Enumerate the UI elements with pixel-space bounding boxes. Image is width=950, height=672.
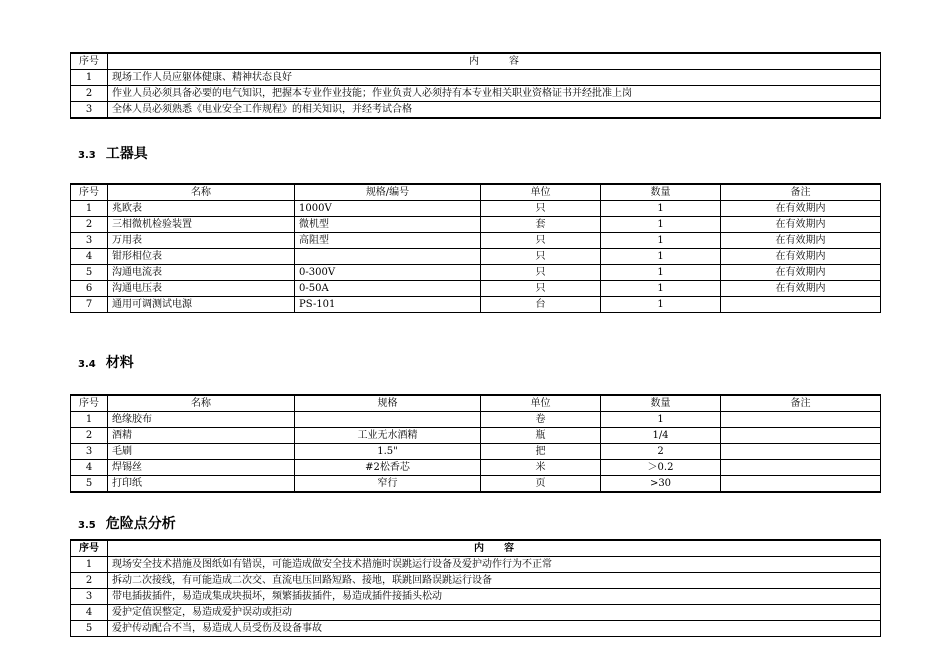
table-row [71,265,881,281]
row-name: 通用可调测试电源 [108,297,295,313]
header-qty: 数量 [601,395,721,412]
row-unit: 套 [481,217,601,233]
header-name: 名称 [108,395,295,412]
row-content: 爱护定值误整定，易造成爱护误动或拒动 [108,605,881,621]
row-note [721,428,881,444]
row-name: 沟通电流表 [108,265,295,281]
row-unit: 只 [481,201,601,217]
row-note: 在有效期内 [721,233,881,249]
row-name: 焊锡丝 [108,460,295,476]
row-no: 3 [71,233,108,249]
row-no: 2 [71,428,108,444]
row-spec [295,249,481,265]
row-no: 3 [71,102,108,119]
row-qty: ＞0.2 [601,460,721,476]
row-no: 4 [71,605,108,621]
row-qty: 2 [601,444,721,460]
table-row [71,412,881,428]
header-note: 备注 [721,184,881,201]
header-unit: 单位 [481,395,601,412]
row-spec [295,412,481,428]
row-qty: 1 [601,297,721,313]
row-name: 三相微机检验装置 [108,217,295,233]
section-heading-hazards [78,513,176,533]
row-note [721,444,881,460]
row-name: 沟通电压表 [108,281,295,297]
row-note [721,476,881,493]
header-no: 序号 [71,184,108,201]
table-header-row [71,540,881,557]
row-spec: 0-300V [295,265,481,281]
materials-table [70,394,881,493]
row-no: 1 [71,201,108,217]
section-title: 工器具 [105,146,148,162]
row-name: 绝缘胶布 [108,412,295,428]
section-number: 3.3 [78,150,96,161]
row-content: 现场安全技术措施及图纸如有错误，可能造成做安全技术措施时误跳运行设备及爱护动作行为不正常 [108,557,881,573]
row-spec: 1.5" [295,444,481,460]
row-qty: 1 [601,412,721,428]
header-note: 备注 [721,395,881,412]
table-header-row [71,53,881,70]
tools-table [70,183,881,313]
header-spec: 规格 [295,395,481,412]
row-unit: 米 [481,460,601,476]
row-name: 毛刷 [108,444,295,460]
row-qty: 1 [601,249,721,265]
row-spec: 1000V [295,201,481,217]
row-no: 2 [71,573,108,589]
row-no: 2 [71,86,108,102]
row-no: 1 [71,70,108,86]
header-name: 名称 [108,184,295,201]
table-row [71,573,881,589]
table-row [71,297,881,313]
row-no: 4 [71,460,108,476]
row-no: 3 [71,589,108,605]
row-unit: 只 [481,249,601,265]
row-content: 现场工作人员应躯体健康、精神状态良好 [108,70,881,86]
row-name: 钳形相位表 [108,249,295,265]
table-header-row [71,395,881,412]
row-qty: 1 [601,201,721,217]
header-no: 序号 [71,53,108,70]
row-qty: >30 [601,476,721,493]
row-qty: 1 [601,233,721,249]
row-unit: 把 [481,444,601,460]
row-spec: 高阻型 [295,233,481,249]
row-content: 作业人员必须具备必要的电气知识，把握本专业作业技能；作业负责人必须持有本专业相关职业资格证书并经批准上岗 [108,86,881,102]
table-row [71,281,881,297]
row-qty: 1 [601,281,721,297]
row-note: 在有效期内 [721,265,881,281]
header-spec: 规格/编号 [295,184,481,201]
row-unit: 只 [481,265,601,281]
row-unit: 瓶 [481,428,601,444]
row-content: 全体人员必须熟悉《电业安全工作规程》的相关知识，并经考试合格 [108,102,881,119]
row-unit: 只 [481,233,601,249]
table-row [71,444,881,460]
row-no: 5 [71,476,108,493]
section-title: 材料 [105,355,134,371]
row-no: 3 [71,444,108,460]
table-row [71,86,881,102]
row-spec: PS-101 [295,297,481,313]
table-row [71,428,881,444]
table-row [71,460,881,476]
row-spec: #2松香芯 [295,460,481,476]
row-name: 万用表 [108,233,295,249]
row-note [721,412,881,428]
header-no: 序号 [71,540,108,557]
row-note: 在有效期内 [721,201,881,217]
personnel-table [70,52,881,119]
table-row [71,217,881,233]
row-name: 酒精 [108,428,295,444]
section-number: 3.5 [78,520,96,531]
table-row [71,605,881,621]
row-spec: 微机型 [295,217,481,233]
row-qty: 1 [601,265,721,281]
row-no: 1 [71,412,108,428]
table-row [71,201,881,217]
row-note [721,297,881,313]
row-no: 4 [71,249,108,265]
row-unit: 台 [481,297,601,313]
row-spec: 工业无水酒精 [295,428,481,444]
header-no: 序号 [71,395,108,412]
table-row [71,249,881,265]
table-header-row [71,184,881,201]
row-unit: 只 [481,281,601,297]
row-content: 拆动二次接线，有可能造成二次交、直流电压回路短路、接地，联跳回路误跳运行设备 [108,573,881,589]
table-row [71,589,881,605]
table-row [71,476,881,493]
row-name: 打印纸 [108,476,295,493]
row-note: 在有效期内 [721,281,881,297]
row-note [721,460,881,476]
hazards-table [70,539,881,637]
row-name: 兆欧表 [108,201,295,217]
row-spec: 0-50A [295,281,481,297]
row-no: 5 [71,265,108,281]
section-heading-materials [78,352,134,372]
row-qty: 1 [601,217,721,233]
row-qty: 1/4 [601,428,721,444]
table-row [71,621,881,637]
row-no: 2 [71,217,108,233]
table-row [71,233,881,249]
table-row [71,102,881,119]
header-content: 内 容 [108,53,881,70]
row-spec: 窄行 [295,476,481,493]
row-no: 1 [71,557,108,573]
header-content: 内 容 [108,540,881,557]
header-unit: 单位 [481,184,601,201]
header-qty: 数量 [601,184,721,201]
table-row [71,70,881,86]
row-no: 6 [71,281,108,297]
table-row [71,557,881,573]
section-title: 危险点分析 [105,516,176,532]
section-number: 3.4 [78,359,96,370]
row-note: 在有效期内 [721,249,881,265]
row-note: 在有效期内 [721,217,881,233]
row-content: 带电插拔插件，易造成集成块损坏，频繁插拔插件，易造成插件接插头松动 [108,589,881,605]
row-unit: 页 [481,476,601,493]
row-no: 5 [71,621,108,637]
row-no: 7 [71,297,108,313]
row-content: 爱护传动配合不当，易造成人员受伤及设备事故 [108,621,881,637]
section-heading-tools [78,143,148,163]
row-unit: 卷 [481,412,601,428]
